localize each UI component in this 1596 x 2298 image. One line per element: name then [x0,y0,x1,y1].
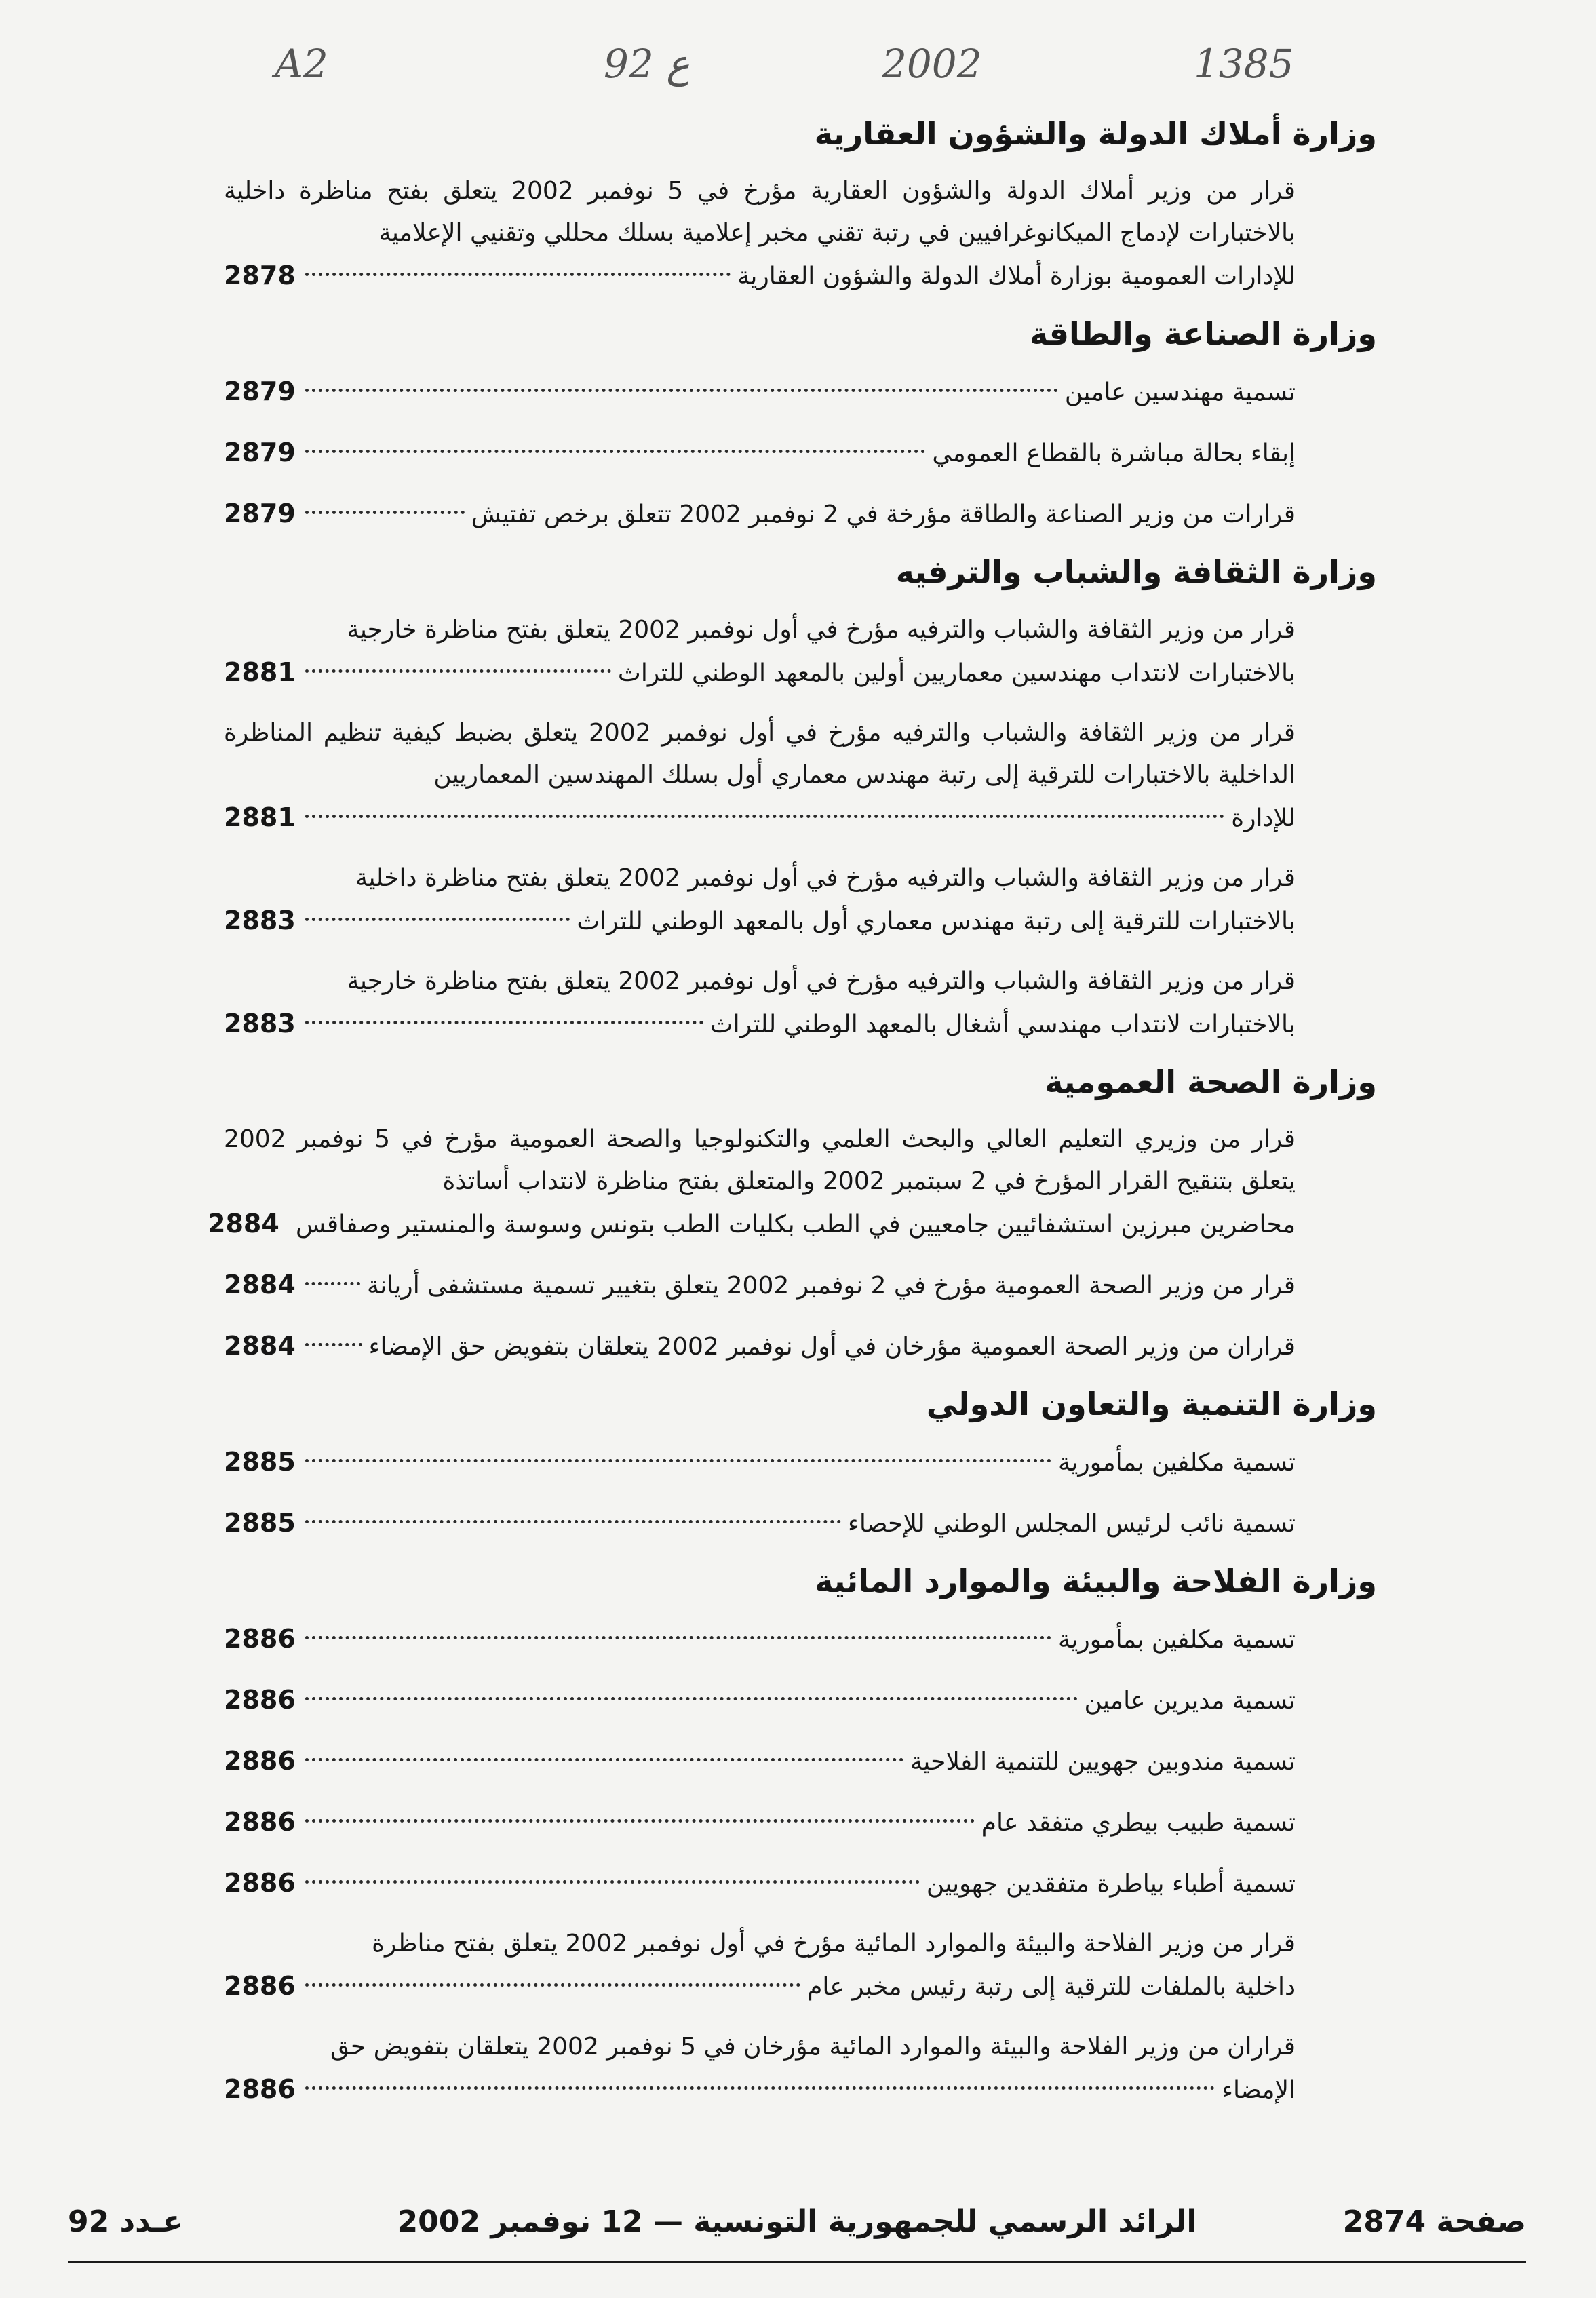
toc-entry [224,1862,1377,1905]
toc-entry [224,1679,1377,1722]
page-number[interactable]: 2884 [224,1269,296,1300]
page-number[interactable]: 2886 [224,1685,296,1715]
ministry-title: وزارة الفلاحة والبيئة والموارد المائية [815,1562,1377,1599]
dot-leader [305,1021,703,1024]
entry-last-line [224,370,1296,414]
ministry-section [224,553,1377,1045]
toc-entry [224,712,1377,840]
ministry-section [208,1063,1377,1368]
entry-text: قراران من وزير الفلاحة والبيئة والموارد المائية مؤرخان في 5 نوفمبر 2002 يتعلقان بتفويض حق [330,2033,1296,2061]
entry-text: قرار من وزير الثقافة والشباب والترفيه مؤرخ في أول نوفمبر 2002 يتعلق بفتح مناظرة خارجية [347,615,1296,644]
toc-entry [224,1264,1377,1307]
ministry-title: وزارة الثقافة والشباب والترفيه [895,553,1377,591]
toc-entry [224,1923,1377,2008]
entry-text: تسمية أطباء بياطرة متفقدين جهويين [926,1870,1296,1898]
page-number[interactable]: 2883 [224,905,296,935]
entry-text: الإمضاء [1222,2076,1296,2105]
toc-entry [224,1441,1377,1484]
footer-page-number: صفحة 2874 [1342,2204,1526,2239]
page-number[interactable]: 2881 [224,802,296,832]
entry-text: تسمية نائب لرئيس المجلس الوطني للإحصاء [847,1509,1296,1538]
entry-last-line [224,1002,1296,1046]
entry-text: محاضرين مبرزين استشفائيين جامعيين في الطب بكليات الطب بتونس وسوسة والمنستير وصفاقس [296,1210,1296,1239]
entry-last-line [224,1679,1296,1722]
entry-last-line [224,651,1296,695]
dot-leader [305,389,1058,392]
entry-text: للإدارة [1231,804,1296,832]
toc-entry [224,492,1377,536]
entry-last-line [224,2068,1296,2111]
dot-leader [305,1459,1051,1462]
entry-text: بالاختبارات لانتداب مهندسين معماريين أولين بالمعهد الوطني للتراث [617,659,1296,687]
entry-text: قرار من وزير الثقافة والشباب والترفيه مؤرخ في أول نوفمبر 2002 يتعلق بفتح مناظرة خارجية [347,967,1296,995]
entry-last-line [224,1801,1296,1844]
dot-leader [305,1520,841,1523]
entry-last-line [224,1965,1296,2008]
toc-entry [224,370,1377,414]
page-footer [68,2204,1526,2252]
footer-publication: الرائد الرسمي للجمهورية التونسية — 12 نوفمبر 2002 [397,2204,1197,2239]
entry-text: قراران من وزير الصحة العمومية مؤرخان في أول نوفمبر 2002 يتعلقان بتفويض حق الإمضاء [368,1332,1296,1361]
dot-leader [305,1636,1051,1639]
entry-text: قرار من وزيري التعليم العالي والبحث العلمي والتكنولوجيا والصحة العمومية مؤرخ في 5 نوفمبر 2002 يتعلق بتنقيح القرار المؤرخ في 2 سبتمبر 2002 والمتعلق بفتح مناظرة لانتداب أساتذة [224,1125,1296,1195]
footer-divider [68,2261,1526,2263]
dot-leader [305,2086,1215,2090]
entry-text: بالاختبارات للترقية إلى رتبة مهندس معماري أول بالمعهد الوطني للتراث [577,907,1296,935]
entry-last-line [224,1502,1296,1545]
page-number[interactable]: 2878 [224,260,296,291]
entry-text: قرار من وزير الفلاحة والبيئة والموارد المائية مؤرخ في أول نوفمبر 2002 يتعلق بفتح مناظرة [372,1930,1296,1958]
entry-text: قرار من وزير أملاك الدولة والشؤون العقارية مؤرخ في 5 نوفمبر 2002 يتعلق بفتح مناظرة داخلية بالاختبارات لإدماج الميكانوغرافيين في رتبة تقني مخبر إعلامية بسلك محللي وتقنيي الإعلامية [224,177,1296,248]
dot-leader [305,918,570,921]
toc-entry [224,2026,1377,2111]
entry-last-line [224,431,1296,475]
entry-text: تسمية مهندسين عامين [1064,378,1296,407]
page-number[interactable]: 2886 [224,1624,296,1654]
entry-text: قرار من وزير الصحة العمومية مؤرخ في 2 نوفمبر 2002 يتعلق بتغيير تسمية مستشفى أريانة [367,1271,1296,1300]
toc-entry [224,1502,1377,1545]
page-number[interactable]: 2886 [224,1746,296,1776]
page-number[interactable]: 2883 [224,1008,296,1038]
page-number[interactable]: 2886 [224,1971,296,2002]
entry-text: تسمية مكلفين بمأمورية [1058,1626,1296,1654]
entry-text: قرار من وزير الثقافة والشباب والترفيه مؤرخ في أول نوفمبر 2002 يتعلق بفتح مناظرة داخلية [355,863,1296,892]
entry-last-line [224,796,1296,840]
ministry-title: وزارة الصحة العمومية [1045,1063,1377,1100]
page-number[interactable]: 2886 [224,1868,296,1898]
footer-issue-number: عـدد 92 [68,2204,183,2239]
ministry-section [224,1386,1377,1545]
ministry-title: وزارة الصناعة والطاقة [1030,315,1377,353]
toc-entry [224,609,1377,695]
toc-entry [224,857,1377,943]
entry-last-line [224,1441,1296,1484]
page-number[interactable]: 2884 [224,1330,296,1361]
ministry-section [224,315,1377,536]
page-number[interactable]: 2885 [224,1446,296,1477]
entry-last-line [224,1862,1296,1905]
dot-leader [305,511,465,514]
ministry-section [224,1563,1377,2111]
entry-text: بالاختبارات لانتداب مهندسي أشغال بالمعهد الوطني للتراث [709,1010,1296,1038]
page-number[interactable]: 2881 [224,657,296,687]
toc-entry [224,170,1377,298]
dot-leader [305,450,925,453]
entry-text: إبقاء بحالة مباشرة بالقطاع العمومي [932,440,1296,468]
dot-leader [305,815,1224,818]
page-number[interactable]: 2886 [224,1807,296,1837]
entry-text: داخلية بالملفات للترقية إلى رتبة رئيس مخبر عام [807,1973,1296,2002]
page-number[interactable]: 2879 [224,499,296,529]
entry-text: قرار من وزير الثقافة والشباب والترفيه مؤرخ في أول نوفمبر 2002 يتعلق بضبط كيفية تنظيم المناظرة الداخلية بالاختبارات للترقية إلى رتبة مهندس معماري أول بسلك المهندسين المعماريين [224,718,1296,789]
dot-leader [305,273,731,276]
ministry-title: وزارة أملاك الدولة والشؤون العقارية [814,115,1377,152]
entry-last-line [224,1325,1296,1368]
toc-entry [224,431,1377,475]
entry-last-line [224,1264,1296,1307]
entry-last-line [224,1740,1296,1783]
entry-last-line [224,254,1296,298]
dot-leader [305,1282,360,1285]
toc-entry [224,1740,1377,1783]
dot-leader [305,1697,1078,1700]
entry-text: تسمية مكلفين بمأمورية [1058,1448,1296,1477]
toc-entry [224,960,1377,1046]
ministry-section [224,115,1377,298]
handwritten-note-a2: A2 [275,41,328,87]
entry-text: للإدارات العمومية بوزارة أملاك الدولة والشؤون العقارية [737,262,1296,291]
toc-entry [224,1618,1377,1661]
dot-leader [305,669,611,673]
toc-entry [208,1118,1377,1246]
page-number[interactable]: 2879 [224,437,296,468]
dot-leader [305,1758,903,1761]
toc-entry [224,1325,1377,1368]
dot-leader [305,1880,920,1884]
page-number[interactable]: 2886 [224,2074,296,2105]
entry-last-line [224,492,1296,536]
entry-last-line [208,1203,1296,1246]
dot-leader [305,1983,800,1987]
entry-text: تسمية طبيب بيطري متفقد عام [981,1809,1296,1837]
ministry-title: وزارة التنمية والتعاون الدولي [926,1385,1377,1422]
handwritten-note-year: 2002 [882,41,982,87]
dot-leader [305,1343,362,1346]
page-number[interactable]: 2885 [224,1507,296,1538]
toc-entry [224,1801,1377,1844]
entry-text: تسمية مديرين عامين [1084,1687,1296,1715]
entry-last-line [224,1618,1296,1661]
page-number[interactable]: 2884 [208,1208,279,1239]
dot-leader [305,1819,975,1823]
entry-text: تسمية مندوبين جهويين للتنمية الفلاحية [910,1748,1296,1776]
handwritten-note-number: 1385 [1194,41,1294,87]
page-number[interactable]: 2879 [224,376,296,407]
table-of-contents [208,115,1377,2129]
entry-last-line [224,899,1296,943]
handwritten-note-issue: 92 ع [604,41,690,87]
entry-text: قرارات من وزير الصناعة والطاقة مؤرخة في 2 نوفمبر 2002 تتعلق برخص تفتيش [471,501,1296,529]
